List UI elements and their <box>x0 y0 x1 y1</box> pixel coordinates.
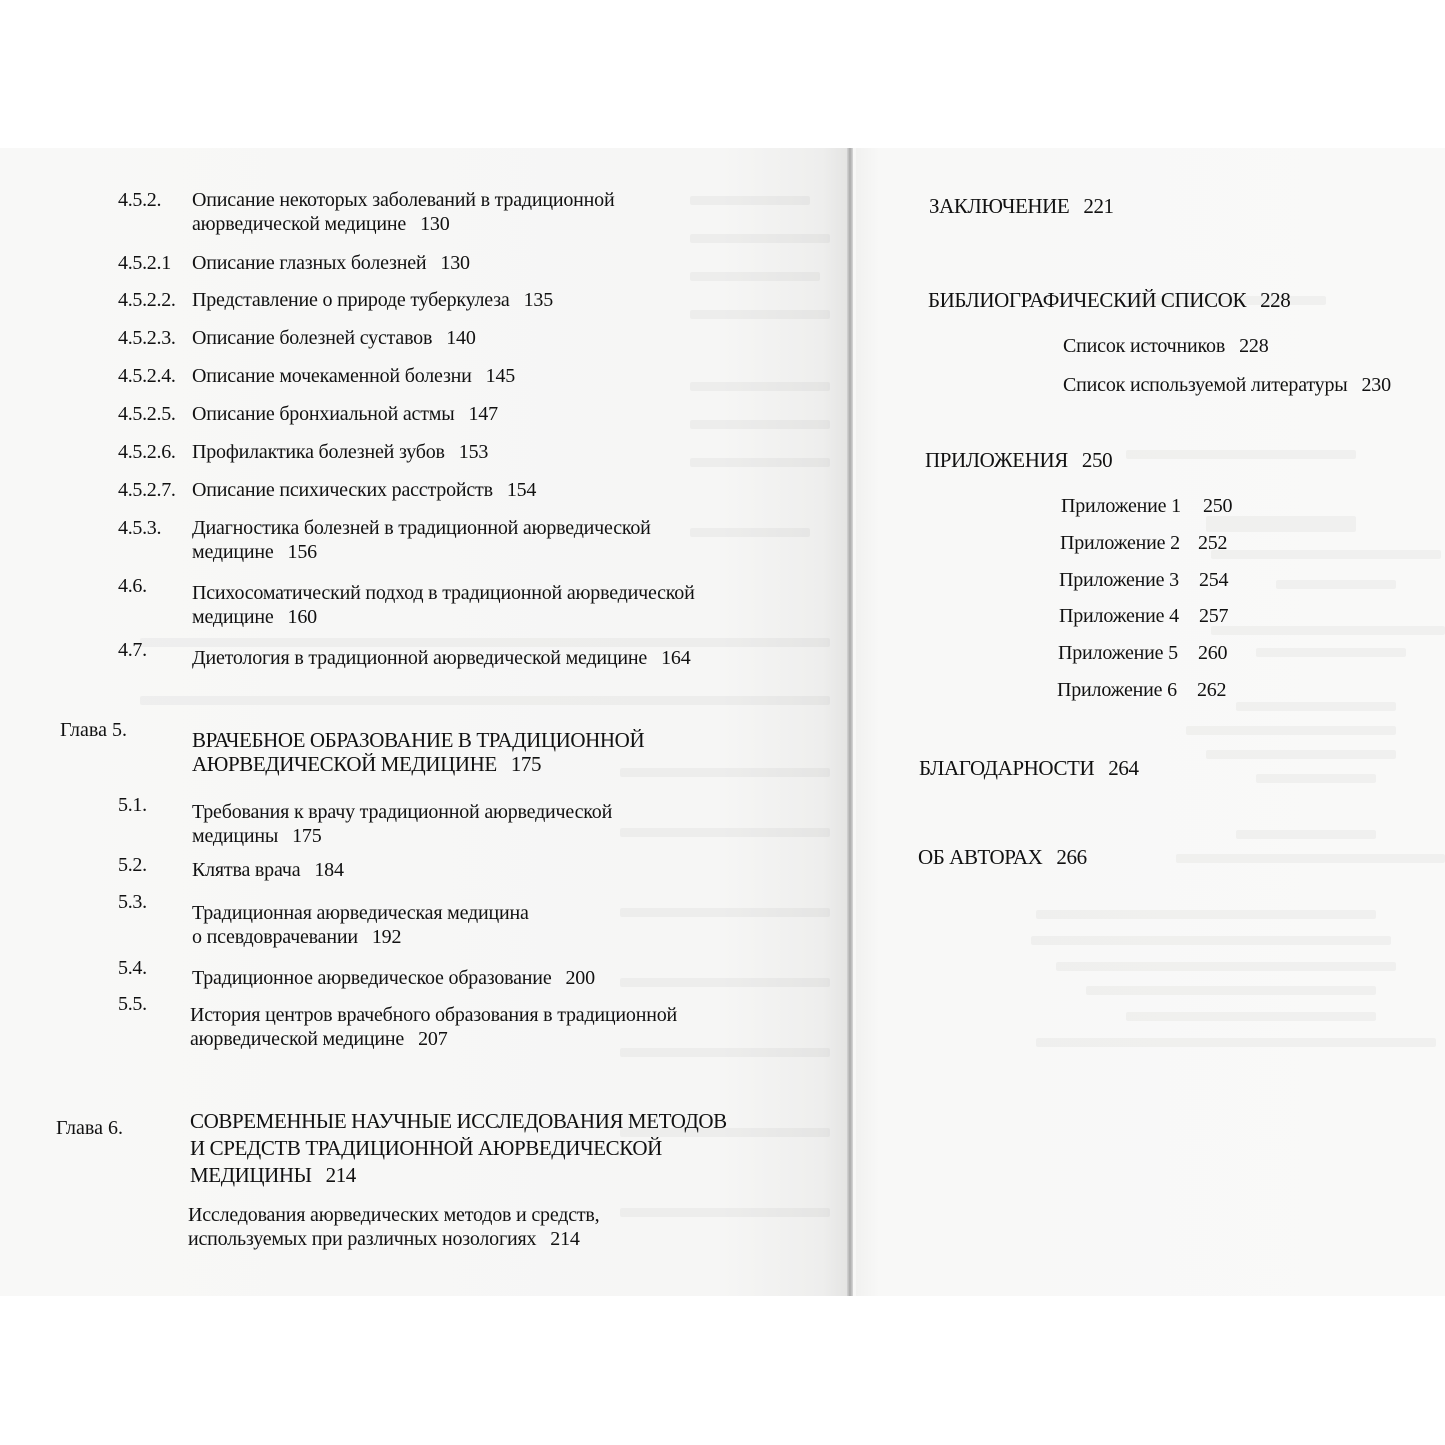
entry-title: аюрведической медицине 207 <box>190 1028 448 1050</box>
toc-acknowledgements[interactable] <box>919 756 1139 780</box>
entry-title: Приложение 6 <box>1057 679 1177 701</box>
page-number: 130 <box>420 213 450 235</box>
show-through <box>1186 726 1396 735</box>
page-number: 214 <box>550 1228 580 1250</box>
entry-title: Описание бронхиальной астмы <box>192 403 455 425</box>
show-through <box>1036 910 1376 919</box>
page-number: 135 <box>523 289 554 311</box>
show-through <box>1211 550 1441 559</box>
entry-title: используемых при различных нозологиях 214 <box>188 1228 580 1250</box>
toc-entry[interactable] <box>192 440 488 464</box>
chapter-title-line: ВРАЧЕБНОЕ ОБРАЗОВАНИЕ В ТРАДИЦИОННОЙ <box>192 728 645 752</box>
show-through <box>1256 648 1406 657</box>
entry-title: ПРИЛОЖЕНИЯ <box>925 448 1068 472</box>
page-number: 154 <box>506 479 537 501</box>
chapter-title-line: СОВРЕМЕННЫЕ НАУЧНЫЕ ИССЛЕДОВАНИЯ МЕТОДОВ <box>190 1109 727 1133</box>
toc-appendix-item[interactable] <box>1060 531 1227 555</box>
entry-title: Диагностика болезней в традиционной аюрведической <box>192 517 651 539</box>
toc-entry[interactable] <box>192 288 553 312</box>
show-through <box>690 420 830 429</box>
chapter-title[interactable] <box>190 1108 727 1189</box>
show-through <box>690 234 830 243</box>
page-number: 252 <box>1197 532 1228 554</box>
toc-appendix-item[interactable] <box>1059 604 1228 628</box>
toc-entry[interactable] <box>192 858 344 882</box>
book-spread <box>0 148 1445 1296</box>
toc-entry[interactable] <box>192 966 595 990</box>
toc-entry[interactable] <box>192 402 498 426</box>
entry-title: аюрведической медицине 130 <box>192 213 450 235</box>
show-through <box>1126 1012 1376 1021</box>
page-number: 153 <box>458 441 489 463</box>
page-number: 228 <box>1260 288 1291 312</box>
entry-title: Приложение 4 <box>1059 605 1179 627</box>
show-through <box>620 978 830 987</box>
toc-entry[interactable] <box>192 188 614 236</box>
page-number: 200 <box>565 967 595 989</box>
show-through <box>620 768 830 777</box>
toc-entry[interactable] <box>192 800 612 848</box>
book-gutter <box>847 148 853 1296</box>
page-number: 184 <box>314 859 344 881</box>
show-through <box>620 828 830 837</box>
page-number: 160 <box>287 606 317 628</box>
entry-number: 5.3. <box>118 891 147 913</box>
entry-title: Список используемой литературы <box>1063 374 1348 396</box>
toc-entry[interactable] <box>192 364 515 388</box>
toc-entry[interactable] <box>188 1203 599 1251</box>
toc-appendix-item[interactable] <box>1061 494 1232 518</box>
entry-title: медицине 156 <box>192 541 317 563</box>
entry-number: 4.7. <box>118 639 147 661</box>
page-number: 264 <box>1108 756 1139 780</box>
show-through <box>1206 516 1356 532</box>
page-number: 230 <box>1361 374 1391 396</box>
show-through <box>620 1208 830 1217</box>
toc-entry[interactable] <box>192 251 470 275</box>
show-through <box>1236 830 1376 839</box>
show-through <box>1276 580 1396 589</box>
entry-title: Описание психических расстройств <box>192 479 493 501</box>
entry-title: Описание некоторых заболеваний в традиционной <box>192 189 615 211</box>
show-through <box>1236 702 1396 711</box>
entry-title: о псевдоврачевании 192 <box>192 926 402 948</box>
show-through <box>1176 854 1445 863</box>
entry-number: 4.5.2.1 <box>118 252 171 274</box>
entry-number: 4.5.3. <box>118 517 162 539</box>
chapter-title-line: АЮРВЕДИЧЕСКОЙ МЕДИЦИНЕ 175 <box>192 752 542 776</box>
entry-title: Традиционная аюрведическая медицина <box>192 902 529 924</box>
chapter-title[interactable] <box>192 728 644 776</box>
entry-title: ЗАКЛЮЧЕНИЕ <box>929 194 1070 218</box>
chapter-label: Глава 5. <box>60 719 127 741</box>
entry-number: 5.5. <box>118 993 147 1015</box>
page-number: 145 <box>485 365 516 387</box>
show-through <box>140 696 830 705</box>
toc-appendix-item[interactable] <box>1059 568 1228 592</box>
chapter-label: Глава 6. <box>56 1117 123 1139</box>
show-through <box>1211 626 1445 635</box>
page-number: 164 <box>661 647 691 669</box>
entry-title: Представление о природе туберкулеза <box>192 289 510 311</box>
page-number: 250 <box>1081 448 1113 472</box>
entry-title: Традиционное аюрведическое образование <box>192 967 552 989</box>
page-number: 175 <box>292 825 322 847</box>
entry-title: Приложение 3 <box>1059 569 1179 591</box>
show-through <box>690 272 820 281</box>
entry-number: 4.5.2.7. <box>118 479 176 501</box>
entry-number: 5.2. <box>118 854 147 876</box>
toc-about-authors[interactable] <box>918 845 1087 869</box>
page-number: 250 <box>1202 495 1233 517</box>
entry-title: Описание болезней суставов <box>192 327 433 349</box>
page-number: 192 <box>371 926 402 948</box>
entry-title: Исследования аюрведических методов и средств, <box>188 1204 600 1226</box>
entry-title: Приложение 2 <box>1060 532 1180 554</box>
entry-number: 5.4. <box>118 957 147 979</box>
toc-entry[interactable] <box>192 581 695 629</box>
entry-title: Клятва врача <box>192 859 301 881</box>
page-number: 262 <box>1196 679 1227 701</box>
show-through <box>1031 936 1391 945</box>
page-number: 140 <box>446 327 476 349</box>
entry-number: 4.5.2.3. <box>118 327 176 349</box>
page-number: 266 <box>1056 845 1087 869</box>
page-number: 254 <box>1198 569 1229 591</box>
toc-entry[interactable] <box>192 901 529 949</box>
entry-title: БИБЛИОГРАФИЧЕСКИЙ СПИСОК <box>928 288 1247 312</box>
show-through <box>690 528 810 537</box>
entry-title: Описание глазных болезней <box>192 252 427 274</box>
entry-title: Приложение 5 <box>1058 642 1178 664</box>
entry-number: 4.5.2.4. <box>118 365 176 387</box>
show-through <box>1126 450 1356 459</box>
entry-title: Диетология в традиционной аюрведической медицине <box>192 647 648 669</box>
entry-number: 4.5.2. <box>118 189 162 211</box>
toc-appendices[interactable] <box>925 448 1112 472</box>
toc-entry[interactable] <box>1063 373 1391 397</box>
page-number: 175 <box>510 752 542 776</box>
entry-number: 4.5.2.2. <box>118 289 176 311</box>
page-number: 214 <box>325 1163 356 1187</box>
show-through <box>690 382 830 391</box>
entry-title: ОБ АВТОРАХ <box>918 845 1043 869</box>
show-through <box>1206 750 1396 759</box>
entry-title: Профилактика болезней зубов <box>192 441 445 463</box>
entry-title: Описание мочекаменной болезни <box>192 365 472 387</box>
toc-conclusion[interactable] <box>929 194 1114 218</box>
toc-bibliography[interactable] <box>928 288 1290 312</box>
show-through <box>1036 1038 1436 1047</box>
entry-title: Список источников <box>1063 335 1226 357</box>
entry-number: 4.5.2.6. <box>118 441 176 463</box>
entry-title: История центров врачебного образования в традиционной <box>190 1004 678 1026</box>
page-number: 156 <box>287 541 317 563</box>
entry-title: БЛАГОДАРНОСТИ <box>919 756 1095 780</box>
show-through <box>690 310 830 319</box>
toc-entry[interactable] <box>192 478 536 502</box>
entry-title: Приложение 1 <box>1061 495 1181 517</box>
toc-appendix-item[interactable] <box>1058 641 1227 665</box>
show-through <box>1056 962 1396 971</box>
left-page <box>0 148 848 1296</box>
page-number: 221 <box>1083 194 1114 218</box>
toc-entry[interactable] <box>192 326 476 350</box>
chapter-title-line: И СРЕДСТВ ТРАДИЦИОННОЙ АЮРВЕДИЧЕСКОЙ <box>190 1136 662 1160</box>
chapter-title-line: МЕДИЦИНЫ 214 <box>190 1163 356 1187</box>
show-through <box>1086 986 1376 995</box>
page-number: 228 <box>1239 335 1269 357</box>
page-number: 147 <box>468 403 498 425</box>
show-through <box>690 458 830 467</box>
entry-number: 5.1. <box>118 794 147 816</box>
entry-title: медицины 175 <box>192 825 322 847</box>
page-number: 207 <box>418 1028 448 1050</box>
entry-number: 4.5.2.5. <box>118 403 176 425</box>
page-number: 130 <box>440 252 470 274</box>
toc-entry[interactable] <box>190 1003 677 1051</box>
toc-entry[interactable] <box>1063 334 1269 358</box>
entry-title: Требования к врачу традиционной аюрведической <box>192 801 613 823</box>
show-through <box>1256 774 1376 783</box>
toc-appendix-item[interactable] <box>1057 678 1226 702</box>
show-through <box>620 908 830 917</box>
toc-entry[interactable] <box>192 516 651 564</box>
page-number: 260 <box>1197 642 1228 664</box>
right-page <box>856 148 1445 1296</box>
entry-title: Психосоматический подход в традиционной аюрведической <box>192 582 695 604</box>
entry-number: 4.6. <box>118 575 147 597</box>
entry-title: медицине 160 <box>192 606 317 628</box>
page-number: 257 <box>1198 605 1229 627</box>
show-through <box>690 196 810 205</box>
toc-entry[interactable] <box>192 646 691 670</box>
